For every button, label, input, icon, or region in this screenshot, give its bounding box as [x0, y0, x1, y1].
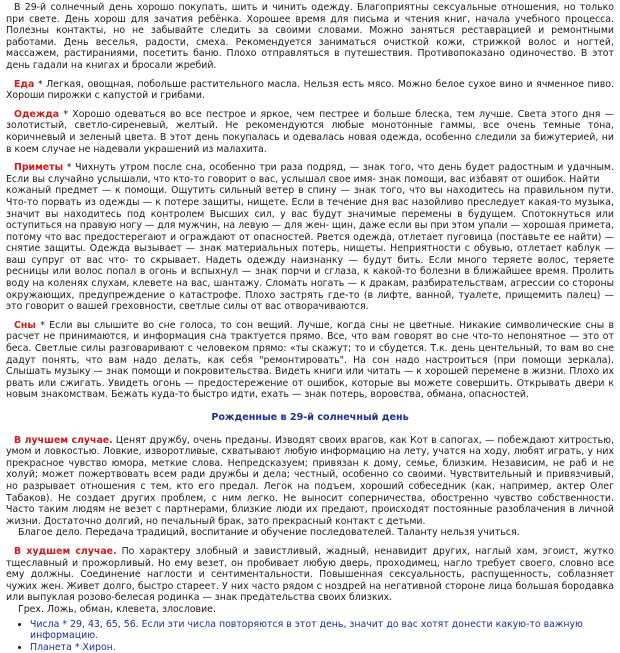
best-case-text: Ценят дружбу, очень преданы. Изводят своих врагов, как Кот в сапогах, — побеждают хитростью, умом и ловкостью. Ловкие, изворотливые, схватывают любую информацию на лету, учатся на ходу, любят играть, у них прекрасное чувство юмора, меткие слова. Непредсказуем; привязан к дому, семье, близким. Независим, не раб и не холуй; может пожертвовать всем ради дружбы и дела; честный, особенно со своими. Чувствительный и привязчивый, но разрывает отношения с тем, кто его предал. Легок на подъем, хороший собеседник (как, например, актер Олег Табаков). Не создает других проблем, с ним легко. Не выносит соперничества, обостренно чувство собственности. Часто таким людям не везет с партнерами, близкие люди их предают, происходят постоянные разоблачения в личной жизни. Достаточно долгий, но печальный брак, зато прекрасный контакт с детьми.	[6, 435, 614, 527]
food-paragraph	[6, 79, 614, 102]
worst-case-text: По характеру злобный и завистливый, жадный, ненавидит других, наглый хам, эгоист, жутко тщеславный и прожорливый. Но ему везет, он пробивает любую дверь, проходимец, нагло требует своего, словно все ему должны. Соединение наглости и сентиментальности. Повышенная сексуальность, распущенность, соблазняет чужих жен. Живет долго, быстро стареет. У них часто рядом с ноздрей на негативной стороне лица большая бородавка или выпуклая розово-белесая родинка — знак предательства своих близких.	[6, 546, 614, 603]
clothes-text: * Хорошо одеваться во все пестрое и яркое, чем пестрее и больше блеска, тем лучше. Света этого дня — золотистый, светло-сиреневый, желтый. Не рекомендуются любые монотонные гаммы, все очень темные тона, коричневый и зеленый цвета. В этот день покупалась и одевалась новая одежда, особенно следили за бижутерией, ни в коем случае не надевали украшений из малахита.	[6, 109, 614, 155]
list-item	[30, 619, 614, 642]
dreams-paragraph	[6, 320, 614, 401]
worst-case-tail: Грех. Ложь, обман, клевета, злословие.	[6, 604, 614, 616]
numbers-fact: Числа * 29, 43, 65, 56. Если эти числа повторяются в этот день, значит до вас хотят донести какую-то важную информацию.	[30, 619, 583, 642]
intro-paragraph: В 29-й солнечный день хорошо покупать, шить и чинить одежду. Благоприятны сексуальные отношения, но только при свете. День хорош для зачатия ребёнка. Хорошее время для письма и чтения книг, начала учебного процесса. Полезны контакты, но не забывайте следить за своими словами. Можно заняться реставрацией и ремонтными работами. День веселья, радости, смеха. Рекомендуется заниматься очисткой кожи, стрижкой волос и ногтей, массажем, растираниями, посетить баню. Плохо отправляться в путешествия. Противопоказано одиночество. В этот день гадали на книгах и бросали жребий.	[6, 2, 614, 72]
best-case-heading: В лучшем случае.	[14, 435, 113, 446]
dreams-heading: Сны	[14, 320, 36, 331]
food-text: * Легкая, овощная, побольше растительного масла. Нельзя есть мясо. Можно белое сухое вино и ячменное пиво. Хороши пирожки с капустой и грибами.	[6, 79, 614, 102]
planet-fact: Планета * Хирон.	[30, 642, 116, 653]
list-item	[30, 642, 614, 653]
omens-heading: Приметы	[14, 162, 63, 173]
best-case-tail: Благое дело. Передача традиций, воспитание и обучение последователей. Таланту нельзя учиться.	[6, 527, 614, 539]
clothes-heading: Одежда	[14, 109, 59, 120]
omens-paragraph	[6, 162, 614, 185]
clothes-paragraph	[6, 109, 614, 155]
born-section-title: Рожденные в 29-й солнечный день	[6, 412, 614, 424]
worst-case-paragraph	[6, 546, 614, 604]
facts-list	[6, 619, 614, 653]
dreams-text: * Если вы слышите во сне голоса, то сон вещий. Лучше, когда сны не цветные. Никакие символические сны в расчет не принимаются, и информация сна трактуется прямо. Все, что вам говорят во сне что-то непонятное — это от беса. Светлые силы разговаривают с человеком прямо: «ты скажут; то и сбудется. Т.к. день центельный, то вам во сне дадут понять, что вам надо делать, как себя "ремонтировать". На сон надо настроиться (при помощи зеркала). Слышать музыку — знак помощи и покровительства. Видеть книги или читать — к хорошей перемене в жизни. Плохо их рвать или сжигать. Увидеть огонь — предостережение от ошибок, которые вы можете совершить. Открывать двери к новым знакомствам. Бежать куда-то быстро идти, ехать — знак потерь, воровства, обмана, опасностей.	[6, 320, 614, 401]
food-heading: Еда	[14, 79, 34, 90]
omens-text: * Чихнуть утром после сна, особенно три раза подряд, — знак того, что день будет радостным и удачным. Если вы случайно услышали, что кто-то говорит о вас, услышал свое имя- знак помощи, вас избавят от ошибок. Найти	[6, 162, 614, 185]
worst-case-heading: В худшем случае.	[14, 546, 117, 557]
omens-paragraph-cont: кожаный предмет — к помощи. Ощутить сильный ветер в спину — знак того, что вы находитесь на правильном пути. Что-то порвать из одежды — к потере защиты, нищете. Если в течение дня вас назойливо преследует какая-то музыка, значит вы находитесь под контролем Высших сил, у вас будут значимые перемены в будущем. Спотокнуться или оступиться на правую ногу — для мужчин, на левую — для жен- щин, даже если вы при этом упали — хорошая примета, потому что вас предостерегают и ограждают от опасностей. Рвется одежда, отлетает пуговица (поставьте ее найти) — снятие защиты. Одежда вызывает — знак материальных потерь, нищеты. Неприятности с обувью, отлетает каблук — ваш супруг от вас что- то скрывает. Надеть одежду наизнанку — будут бить. Если много теряете волос, теряете ресницы или волос попал в огонь и вспыхнул — знак порчи и сглаза, к какой-то болезни в ближайшее время. Пролить воду на коленях слухам, клевете на вас, шантажу. Сломать ногать — к дракам, разбирательствам, агрессии со стороны окружающих, предупреждение о катастрофе. Плохо застрять где-то (в лифте, ванной, туалете, прищемить палец) — это говорит о вашей греховности, светлые силы от вас отворачиваются.	[6, 185, 614, 313]
best-case-paragraph	[6, 435, 614, 528]
